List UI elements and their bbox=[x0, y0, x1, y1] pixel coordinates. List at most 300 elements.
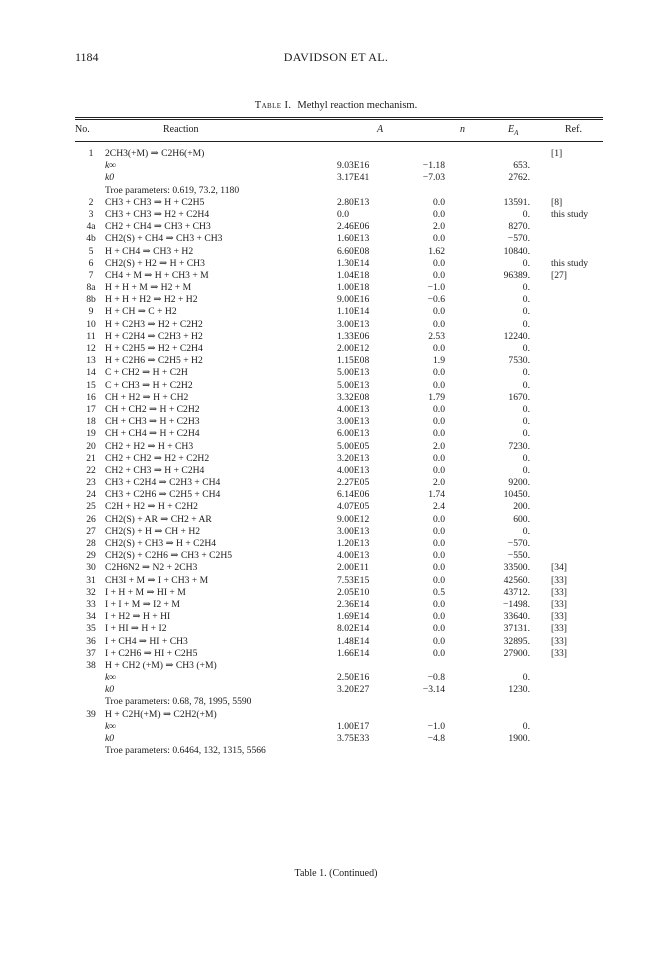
table-row bbox=[75, 745, 603, 757]
cell-ea: 8270. bbox=[508, 221, 530, 233]
cell-ea: 13591. bbox=[503, 196, 530, 208]
cell-no: 23 bbox=[86, 477, 96, 489]
cell-no: 16 bbox=[86, 391, 96, 403]
cell-n: 0.0 bbox=[433, 452, 445, 464]
cell-n: 1.62 bbox=[428, 245, 445, 257]
cell-ea: 7530. bbox=[508, 355, 530, 367]
cell-no: 9 bbox=[88, 306, 94, 318]
cell-ea: 10840. bbox=[503, 245, 530, 257]
cell-ea: 1670. bbox=[508, 391, 530, 403]
cell-reaction: I + HI ⇒ H + I2 bbox=[105, 623, 167, 635]
cell-ea: 33500. bbox=[503, 562, 530, 574]
cell-no: 38 bbox=[86, 659, 96, 671]
table-row bbox=[75, 709, 603, 721]
cell-reaction: C2H + H2 ⇒ H + C2H2 bbox=[105, 501, 198, 513]
cell-reaction: H + CH4 ⇒ CH3 + H2 bbox=[105, 245, 194, 257]
cell-ea: 0. bbox=[522, 318, 530, 330]
cell-a: 4.00E13 bbox=[337, 550, 370, 562]
table-row bbox=[75, 233, 603, 245]
cell-a: 1.60E13 bbox=[337, 233, 370, 245]
cell-a: 3.00E13 bbox=[337, 416, 370, 428]
table-row bbox=[75, 477, 603, 489]
cell-n: 0.0 bbox=[433, 538, 445, 549]
cell-n: 0.0 bbox=[433, 635, 445, 647]
caption-title: Methyl reaction mechanism. bbox=[297, 100, 418, 111]
cell-reaction: CH2(S) + H2 ⇒ H + CH3 bbox=[105, 257, 205, 269]
cell-ea: 0. bbox=[522, 282, 530, 294]
table-row bbox=[75, 721, 603, 733]
table-row bbox=[75, 501, 603, 513]
cell-n: −7.03 bbox=[422, 172, 445, 184]
header-ea-subscript: A bbox=[514, 129, 519, 137]
cell-a: 6.14E06 bbox=[337, 489, 370, 501]
cell-reaction: CH3 + CH3 ⇒ H2 + C2H4 bbox=[105, 208, 210, 220]
table-row bbox=[75, 684, 603, 696]
cell-a: 7.53E15 bbox=[337, 574, 370, 586]
cell-ea: −1498. bbox=[503, 598, 530, 610]
cell-n: 0.0 bbox=[433, 428, 445, 440]
header-ref: Ref. bbox=[565, 124, 582, 135]
cell-reaction: CH3I + M ⇒ I + CH3 + M bbox=[105, 574, 209, 586]
cell-reaction: CH3 + CH3 ⇒ H + C2H5 bbox=[105, 196, 205, 208]
cell-n: 1.79 bbox=[428, 391, 445, 403]
table-row bbox=[75, 294, 603, 306]
table-row bbox=[75, 221, 603, 233]
cell-no: 24 bbox=[86, 489, 96, 501]
cell-ea: 0. bbox=[522, 294, 530, 306]
cell-n: −1.0 bbox=[427, 282, 445, 294]
cell-ref: [34] bbox=[551, 562, 567, 574]
cell-n: 0.0 bbox=[433, 367, 445, 379]
cell-a: 5.00E05 bbox=[337, 440, 370, 452]
cell-a: 4.00E13 bbox=[337, 403, 370, 415]
cell-n: 0.0 bbox=[433, 611, 445, 623]
cell-reaction: H + C2H3 ⇒ H2 + C2H2 bbox=[105, 318, 203, 330]
cell-a: 2.05E10 bbox=[337, 586, 370, 598]
cell-reaction: I + I + M ⇒ I2 + M bbox=[105, 598, 180, 610]
cell-ea: −570. bbox=[507, 538, 530, 549]
cell-a: 2.46E06 bbox=[337, 221, 370, 233]
cell-ea: 0. bbox=[522, 257, 530, 269]
table-row bbox=[75, 172, 603, 184]
table-row bbox=[75, 246, 603, 258]
table-row bbox=[75, 636, 603, 648]
table-row bbox=[75, 611, 603, 623]
cell-no: 10 bbox=[86, 318, 96, 330]
cell-ref: [27] bbox=[551, 269, 567, 281]
cell-reaction: k∞ bbox=[105, 160, 117, 172]
cell-ea: 0. bbox=[522, 403, 530, 415]
cell-ea: 0. bbox=[522, 379, 530, 391]
cell-ea: 7230. bbox=[508, 440, 530, 452]
top-rule bbox=[75, 117, 603, 118]
cell-reaction: I + H2 ⇒ H + HI bbox=[105, 611, 171, 623]
cell-reaction: I + CH4 ⇒ HI + CH3 bbox=[105, 635, 188, 647]
cell-ea: 200. bbox=[513, 501, 530, 513]
cell-n: 0.0 bbox=[433, 647, 445, 659]
cell-ea: 0. bbox=[522, 343, 530, 354]
cell-a: 1.48E14 bbox=[337, 635, 370, 647]
table-row bbox=[75, 209, 603, 221]
cell-n: −3.14 bbox=[422, 684, 445, 696]
cell-ea: 0. bbox=[522, 428, 530, 440]
cell-n: 0.0 bbox=[433, 403, 445, 415]
cell-ref: [33] bbox=[551, 586, 567, 598]
running-head bbox=[0, 50, 672, 66]
cell-reaction: CH2(S) + CH4 ⇒ CH3 + CH3 bbox=[105, 233, 223, 245]
table-row bbox=[75, 343, 603, 355]
cell-ea: 0. bbox=[522, 672, 530, 684]
table-row bbox=[75, 526, 603, 538]
cell-n: 1.9 bbox=[433, 355, 445, 367]
cell-n: 0.0 bbox=[433, 306, 445, 318]
cell-n: 0.0 bbox=[433, 598, 445, 610]
table-row bbox=[75, 160, 603, 172]
cell-a: 2.50E16 bbox=[337, 672, 370, 684]
caption-label: Table I. bbox=[254, 100, 292, 111]
cell-no: 22 bbox=[86, 464, 96, 476]
cell-a: 3.17E41 bbox=[337, 172, 370, 184]
table-row bbox=[75, 660, 603, 672]
cell-n: 0.0 bbox=[433, 196, 445, 208]
cell-reaction: H + CH2 (+M) ⇒ CH3 (+M) bbox=[105, 659, 217, 671]
table-row bbox=[75, 404, 603, 416]
cell-ea: 12240. bbox=[503, 330, 530, 342]
cell-ea: 600. bbox=[513, 513, 530, 525]
cell-ea: 0. bbox=[522, 416, 530, 428]
cell-no: 1 bbox=[88, 148, 94, 159]
cell-a: 0.0 bbox=[337, 208, 349, 220]
cell-ea: 33640. bbox=[503, 611, 530, 623]
cell-a: 9.00E12 bbox=[337, 513, 370, 525]
cell-ref: [33] bbox=[551, 611, 567, 623]
cell-no: 4a bbox=[86, 221, 96, 233]
cell-ea: 0. bbox=[522, 208, 530, 220]
cell-a: 1.33E06 bbox=[337, 330, 370, 342]
cell-ea: 1900. bbox=[508, 733, 530, 744]
cell-reaction: CH + CH2 ⇒ H + C2H2 bbox=[105, 403, 200, 415]
table-row bbox=[75, 623, 603, 635]
header-ea bbox=[508, 124, 518, 137]
cell-n: 2.0 bbox=[433, 477, 445, 489]
cell-a: 1.20E13 bbox=[337, 538, 370, 549]
cell-a: 6.00E13 bbox=[337, 428, 370, 440]
cell-ea: 9200. bbox=[508, 477, 530, 489]
cell-ea: 32895. bbox=[503, 635, 530, 647]
table-row bbox=[75, 355, 603, 367]
cell-reaction: H + C2H5 ⇒ H2 + C2H4 bbox=[105, 343, 203, 354]
cell-reaction: k0 bbox=[105, 172, 115, 184]
cell-no: 2 bbox=[88, 196, 94, 208]
cell-a: 2.00E11 bbox=[337, 562, 369, 574]
cell-no: 5 bbox=[88, 245, 94, 257]
cell-reaction: H + C2H(+M) ⇒ C2H2(+M) bbox=[105, 708, 217, 720]
cell-a: 3.20E13 bbox=[337, 452, 370, 464]
cell-ea: 43712. bbox=[503, 586, 530, 598]
table-row bbox=[75, 562, 603, 574]
cell-n: 0.5 bbox=[433, 586, 445, 598]
cell-no: 15 bbox=[86, 379, 96, 391]
table-row bbox=[75, 514, 603, 526]
cell-reaction: k∞ bbox=[105, 720, 117, 732]
table-row bbox=[75, 197, 603, 209]
cell-n: 0.0 bbox=[433, 379, 445, 391]
cell-reaction: H + H + H2 ⇒ H2 + H2 bbox=[105, 294, 198, 306]
cell-no: 37 bbox=[86, 647, 96, 659]
cell-reaction: CH + CH3 ⇒ H + C2H3 bbox=[105, 416, 200, 428]
cell-ref: [33] bbox=[551, 623, 567, 635]
table-row bbox=[75, 270, 603, 282]
cell-n: 0.0 bbox=[433, 550, 445, 562]
cell-n: 2.53 bbox=[428, 330, 445, 342]
cell-n: 0.0 bbox=[433, 343, 445, 354]
table-header bbox=[75, 124, 603, 138]
table-row bbox=[75, 282, 603, 294]
cell-n: −1.0 bbox=[427, 720, 445, 732]
cell-reaction: CH2 + CH2 ⇒ H2 + C2H2 bbox=[105, 452, 210, 464]
cell-a: 2.80E13 bbox=[337, 196, 370, 208]
table-continued-note: Table 1. (Continued) bbox=[294, 868, 378, 879]
cell-ea: 0. bbox=[522, 306, 530, 318]
table-row bbox=[75, 185, 603, 197]
cell-ref: this study bbox=[551, 257, 589, 269]
cell-no: 28 bbox=[86, 538, 96, 549]
cell-a: 4.00E13 bbox=[337, 464, 370, 476]
cell-n: 0.0 bbox=[433, 233, 445, 245]
cell-reaction: C2H6N2 ⇒ N2 + 2CH3 bbox=[105, 562, 198, 574]
cell-reaction: CH2(S) + C2H6 ⇒ CH3 + C2H5 bbox=[105, 550, 233, 562]
cell-a: 2.36E14 bbox=[337, 598, 370, 610]
cell-reaction: CH2(S) + AR ⇒ CH2 + AR bbox=[105, 513, 212, 525]
table-row bbox=[75, 441, 603, 453]
table-row bbox=[75, 453, 603, 465]
cell-a: 9.03E16 bbox=[337, 160, 370, 172]
cell-ref: [1] bbox=[551, 148, 563, 159]
cell-a: 9.00E16 bbox=[337, 294, 370, 306]
table-row bbox=[75, 599, 603, 611]
table-row bbox=[75, 331, 603, 343]
cell-n: 2.0 bbox=[433, 440, 445, 452]
cell-ea: 0. bbox=[522, 720, 530, 732]
table-row bbox=[75, 672, 603, 684]
cell-a: 5.00E13 bbox=[337, 367, 370, 379]
cell-n: −0.6 bbox=[427, 294, 445, 306]
cell-reaction: CH2 + CH4 ⇒ CH3 + CH3 bbox=[105, 221, 211, 233]
cell-n: 0.0 bbox=[433, 623, 445, 635]
cell-no: 17 bbox=[86, 403, 96, 415]
cell-n: 0.0 bbox=[433, 269, 445, 281]
table-row bbox=[75, 319, 603, 331]
cell-no: 31 bbox=[86, 574, 96, 586]
cell-a: 1.69E14 bbox=[337, 611, 370, 623]
table-row bbox=[75, 392, 603, 404]
cell-ref: [8] bbox=[551, 196, 563, 208]
cell-a: 2.00E12 bbox=[337, 343, 370, 354]
cell-n: 0.0 bbox=[433, 513, 445, 525]
cell-ea: 0. bbox=[522, 452, 530, 464]
cell-ea: 653. bbox=[513, 160, 530, 172]
header-ea-symbol: E bbox=[508, 124, 515, 135]
cell-no: 21 bbox=[86, 452, 96, 464]
cell-ea: 96389. bbox=[503, 269, 530, 281]
cell-ea: 0. bbox=[522, 367, 530, 379]
cell-a: 3.20E27 bbox=[337, 684, 370, 696]
cell-reaction: C + CH2 ⇒ H + C2H bbox=[105, 367, 188, 379]
cell-a: 2.27E05 bbox=[337, 477, 370, 489]
cell-n: 2.4 bbox=[433, 501, 445, 513]
cell-no: 8b bbox=[86, 294, 96, 306]
cell-no: 6 bbox=[88, 257, 94, 269]
cell-reaction: CH2 + H2 ⇒ H + CH3 bbox=[105, 440, 194, 452]
cell-a: 1.30E14 bbox=[337, 257, 370, 269]
cell-a: 1.00E18 bbox=[337, 282, 370, 294]
cell-reaction: CH + CH4 ⇒ H + C2H4 bbox=[105, 428, 200, 440]
table-row bbox=[75, 258, 603, 270]
cell-n: 0.0 bbox=[433, 318, 445, 330]
cell-no: 32 bbox=[86, 586, 96, 598]
cell-ref: [33] bbox=[551, 635, 567, 647]
cell-no: 20 bbox=[86, 440, 96, 452]
table-row bbox=[75, 587, 603, 599]
cell-n: 1.74 bbox=[428, 489, 445, 501]
cell-reaction: CH + H2 ⇒ H + CH2 bbox=[105, 391, 189, 403]
cell-n: 0.0 bbox=[433, 525, 445, 537]
cell-no: 19 bbox=[86, 428, 96, 440]
table-row bbox=[75, 306, 603, 318]
cell-a: 3.75E33 bbox=[337, 733, 370, 744]
table-row bbox=[75, 428, 603, 440]
table-row bbox=[75, 465, 603, 477]
cell-n: 2.0 bbox=[433, 221, 445, 233]
cell-n: 0.0 bbox=[433, 208, 445, 220]
cell-no: 13 bbox=[86, 355, 96, 367]
cell-reaction: Troe parameters: 0.6464, 132, 1315, 5566 bbox=[105, 745, 266, 757]
cell-ref: this study bbox=[551, 208, 589, 220]
cell-a: 3.00E13 bbox=[337, 525, 370, 537]
cell-a: 5.00E13 bbox=[337, 379, 370, 391]
cell-no: 14 bbox=[86, 367, 96, 379]
header-n: n bbox=[460, 124, 465, 135]
cell-reaction: k∞ bbox=[105, 672, 117, 684]
top-rule-double bbox=[75, 119, 603, 120]
table-row bbox=[75, 380, 603, 392]
cell-a: 1.10E14 bbox=[337, 306, 370, 318]
header-no: No. bbox=[75, 124, 90, 135]
cell-no: 29 bbox=[86, 550, 96, 562]
header-a: A bbox=[377, 124, 384, 135]
cell-reaction: Troe parameters: 0.68, 78, 1995, 5590 bbox=[105, 696, 252, 708]
cell-a: 4.07E05 bbox=[337, 501, 370, 513]
cell-no: 11 bbox=[86, 330, 96, 342]
cell-no: 25 bbox=[86, 501, 96, 513]
cell-a: 3.00E13 bbox=[337, 318, 370, 330]
cell-reaction: CH2(S) + H ⇒ CH + H2 bbox=[105, 525, 201, 537]
cell-reaction: C + CH3 ⇒ H + C2H2 bbox=[105, 379, 193, 391]
cell-ea: 1230. bbox=[508, 684, 530, 696]
cell-reaction: 2CH3(+M) ⇒ C2H6(+M) bbox=[105, 148, 205, 159]
cell-no: 34 bbox=[86, 611, 96, 623]
table-row bbox=[75, 648, 603, 660]
cell-a: 8.02E14 bbox=[337, 623, 370, 635]
cell-reaction: CH2(S) + CH3 ⇒ H + C2H4 bbox=[105, 538, 217, 549]
cell-a: 1.00E17 bbox=[337, 720, 370, 732]
cell-a: 1.66E14 bbox=[337, 647, 370, 659]
cell-ea: 2762. bbox=[508, 172, 530, 184]
cell-reaction: CH3 + C2H6 ⇒ C2H5 + CH4 bbox=[105, 489, 221, 501]
cell-no: 7 bbox=[88, 269, 94, 281]
cell-ea: 0. bbox=[522, 464, 530, 476]
cell-a: 3.32E08 bbox=[337, 391, 370, 403]
cell-n: 0.0 bbox=[433, 574, 445, 586]
cell-no: 18 bbox=[86, 416, 96, 428]
cell-no: 36 bbox=[86, 635, 96, 647]
header-rule bbox=[75, 141, 603, 142]
cell-reaction: CH2 + CH3 ⇒ H + C2H4 bbox=[105, 464, 205, 476]
cell-no: 30 bbox=[86, 562, 96, 574]
cell-no: 26 bbox=[86, 513, 96, 525]
cell-reaction: k0 bbox=[105, 733, 115, 744]
cell-ea: 0. bbox=[522, 525, 530, 537]
cell-reaction: CH4 + M ⇒ H + CH3 + M bbox=[105, 269, 209, 281]
cell-no: 27 bbox=[86, 525, 96, 537]
cell-a: 1.15E08 bbox=[337, 355, 370, 367]
cell-ref: [33] bbox=[551, 647, 567, 659]
cell-reaction: H + C2H4 ⇒ C2H3 + H2 bbox=[105, 330, 203, 342]
cell-reaction: CH3 + C2H4 ⇒ C2H3 + CH4 bbox=[105, 477, 221, 489]
table-row bbox=[75, 550, 603, 562]
cell-ea: 37131. bbox=[503, 623, 530, 635]
cell-ref: [33] bbox=[551, 574, 567, 586]
cell-reaction: k0 bbox=[105, 684, 115, 696]
table-row bbox=[75, 538, 603, 550]
table-row bbox=[75, 489, 603, 501]
cell-no: 8a bbox=[86, 282, 96, 294]
cell-n: 0.0 bbox=[433, 416, 445, 428]
header-reaction: Reaction bbox=[163, 124, 199, 135]
cell-a: 1.04E18 bbox=[337, 269, 370, 281]
cell-no: 33 bbox=[86, 598, 96, 610]
cell-reaction: I + H + M ⇒ HI + M bbox=[105, 586, 186, 598]
table-body bbox=[75, 148, 603, 757]
cell-reaction: H + C2H6 ⇒ C2H5 + H2 bbox=[105, 355, 203, 367]
cell-ea: 42560. bbox=[503, 574, 530, 586]
cell-n: 0.0 bbox=[433, 464, 445, 476]
cell-n: −0.8 bbox=[427, 672, 445, 684]
table-row bbox=[75, 733, 603, 745]
cell-ea: −550. bbox=[507, 550, 530, 562]
table-row bbox=[75, 696, 603, 708]
cell-n: −1.18 bbox=[422, 160, 445, 172]
cell-n: 0.0 bbox=[433, 257, 445, 269]
cell-no: 3 bbox=[88, 208, 94, 220]
cell-reaction: Troe parameters: 0.619, 73.2, 1180 bbox=[105, 184, 240, 196]
cell-reaction: H + CH ⇒ C + H2 bbox=[105, 306, 177, 318]
cell-no: 4b bbox=[86, 233, 96, 245]
cell-no: 39 bbox=[86, 708, 96, 720]
page-number: 1184 bbox=[75, 50, 99, 64]
table-row bbox=[75, 575, 603, 587]
table-row bbox=[75, 148, 603, 160]
table-caption bbox=[0, 100, 672, 111]
table-row bbox=[75, 416, 603, 428]
cell-n: −4.8 bbox=[427, 733, 445, 744]
cell-no: 12 bbox=[86, 343, 96, 354]
running-title: DAVIDSON ET AL. bbox=[283, 50, 389, 64]
table-row bbox=[75, 367, 603, 379]
cell-n: 0.0 bbox=[433, 562, 445, 574]
cell-a: 6.60E08 bbox=[337, 245, 370, 257]
cell-reaction: I + C2H6 ⇒ HI + C2H5 bbox=[105, 647, 198, 659]
